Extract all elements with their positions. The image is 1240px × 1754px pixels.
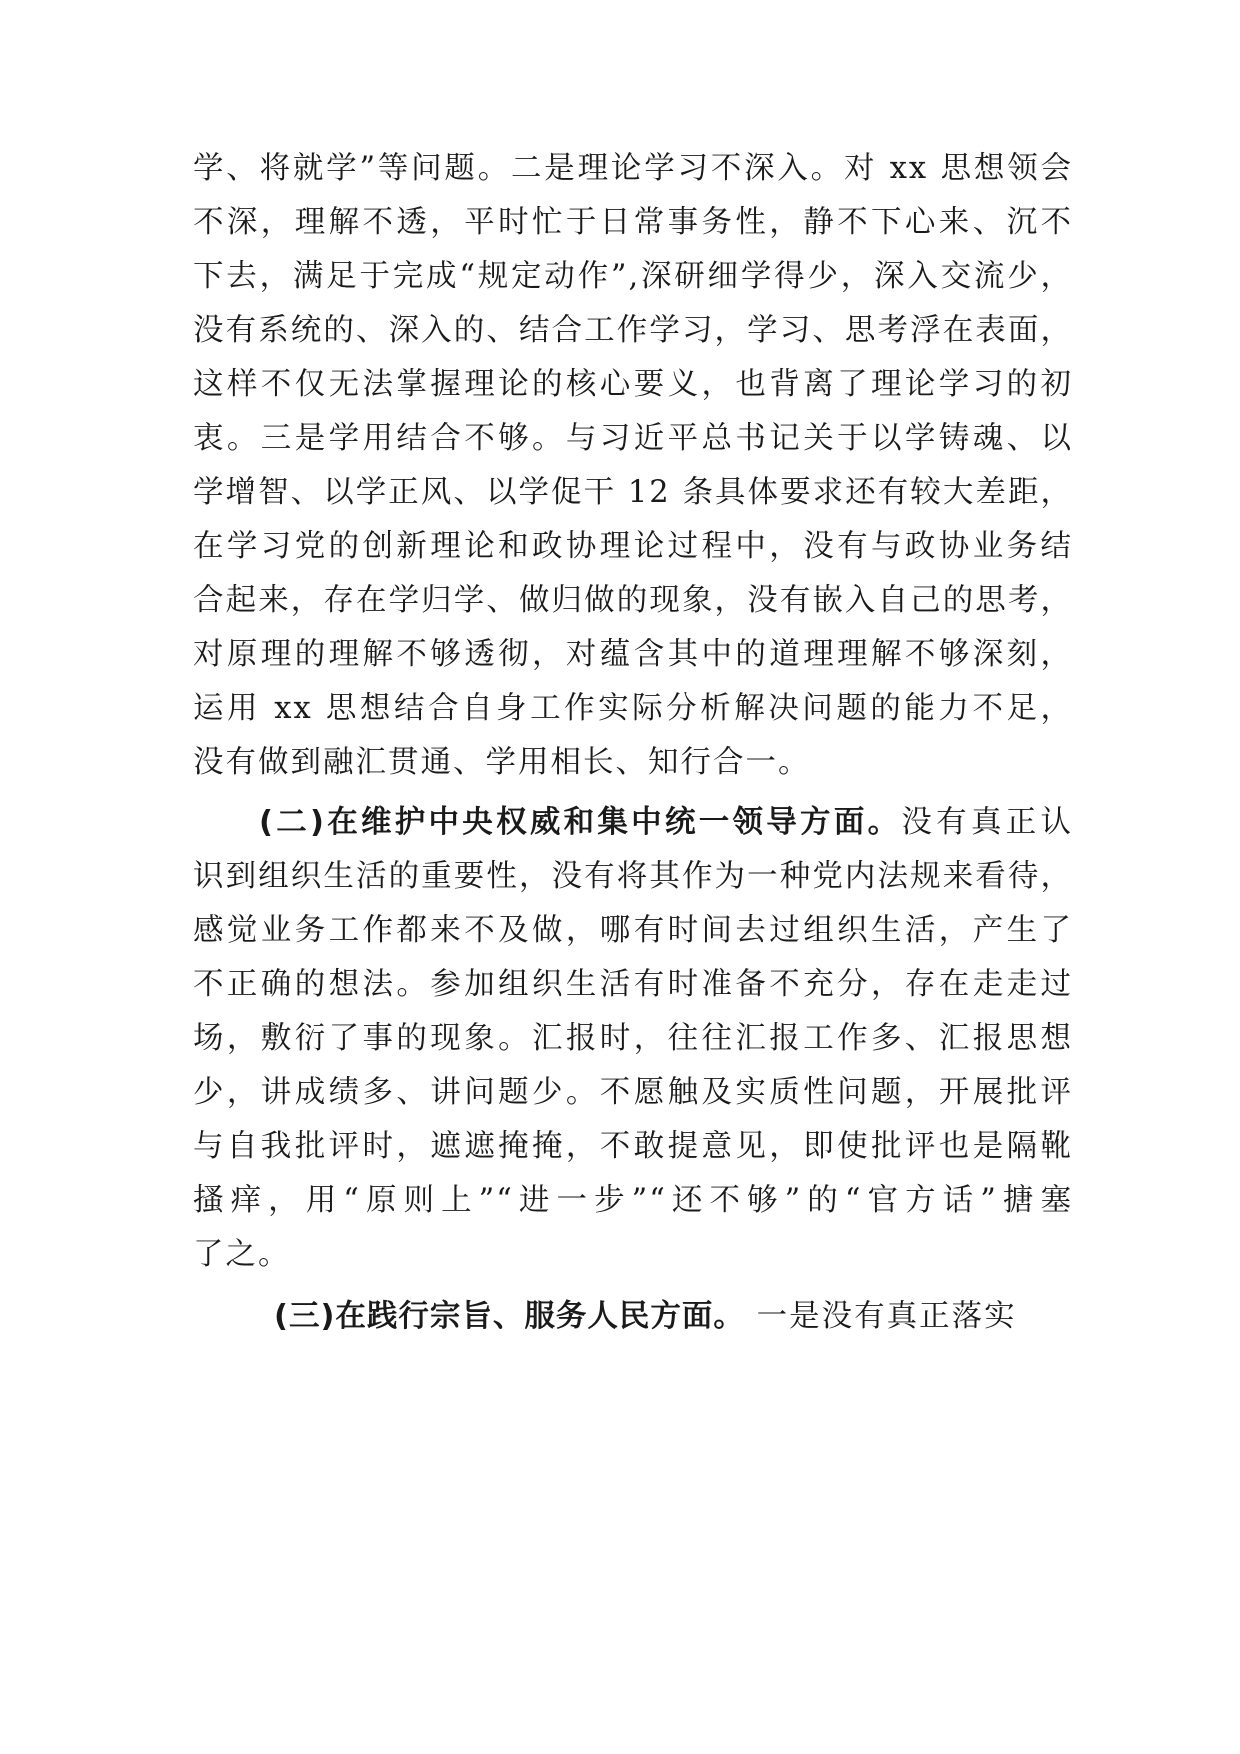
section-2-first-line — [259, 793, 1073, 853]
body-text-line: 与自我批评时，遮遮掩掩，不敢提意见，即使批评也是隔靴 — [193, 1129, 1073, 1164]
body-text-line: 在学习党的创新理论和政协理论过程中，没有与政协业务结 — [193, 529, 1073, 564]
body-text-line: 学、将就学”等问题。二是理论学习不深入。对 xx 思想领会 — [193, 151, 1073, 186]
body-text-line: 少，讲成绩多、讲问题少。不愿触及实质性问题，开展批评 — [193, 1075, 1073, 1110]
body-text-span: 没有真正认 — [901, 805, 1073, 840]
body-text-line: 对原理的理解不够透彻，对蕴含其中的道理理解不够深刻， — [193, 637, 1073, 672]
section-3-first-line — [274, 1287, 1073, 1347]
body-text-line: 场，敷衍了事的现象。汇报时，往往汇报工作多、汇报思想 — [193, 1021, 1073, 1056]
body-text-line: 没有做到融汇贯通、学用相长、知行合一。 — [193, 745, 811, 780]
body-text-line: 不正确的想法。参加组织生活有时准备不充分，存在走走过 — [193, 967, 1073, 1002]
body-text-line: 这样不仅无法掌握理论的核心要义，也背离了理论学习的初 — [193, 367, 1073, 402]
section-heading: (三)在践行宗旨、服务人民方面。 — [274, 1299, 745, 1334]
body-text-line: 识到组织生活的重要性，没有将其作为一种党内法规来看待， — [193, 859, 1073, 894]
section-heading: (二)在维护中央权威和集中统一领导方面。 — [259, 805, 902, 840]
body-text-line: 感觉业务工作都来不及做，哪有时间去过组织生活，产生了 — [193, 913, 1073, 948]
body-text-line: 合起来，存在学归学、做归做的现象，没有嵌入自己的思考， — [193, 583, 1073, 618]
body-text-span: 一是没有真正落实 — [744, 1299, 1017, 1334]
body-text-line: 搔痒，用“原则上”“进一步”“还不够”的“官方话”搪塞 — [193, 1183, 1073, 1218]
body-text-line: 学增智、以学正风、以学促干 12 条具体要求还有较大差距， — [193, 475, 1073, 510]
body-text-line: 下去，满足于完成“规定动作”,深研细学得少，深入交流少， — [193, 259, 1073, 294]
body-text-line: 衷。三是学用结合不够。与习近平总书记关于以学铸魂、以 — [193, 421, 1073, 456]
body-text-line: 不深，理解不透，平时忙于日常事务性，静不下心来、沉不 — [193, 205, 1073, 240]
body-text-line: 运用 xx 思想结合自身工作实际分析解决问题的能力不足， — [193, 691, 1073, 726]
body-text-line: 没有系统的、深入的、结合工作学习，学习、思考浮在表面， — [193, 313, 1073, 348]
body-text-line: 了之。 — [193, 1237, 291, 1272]
